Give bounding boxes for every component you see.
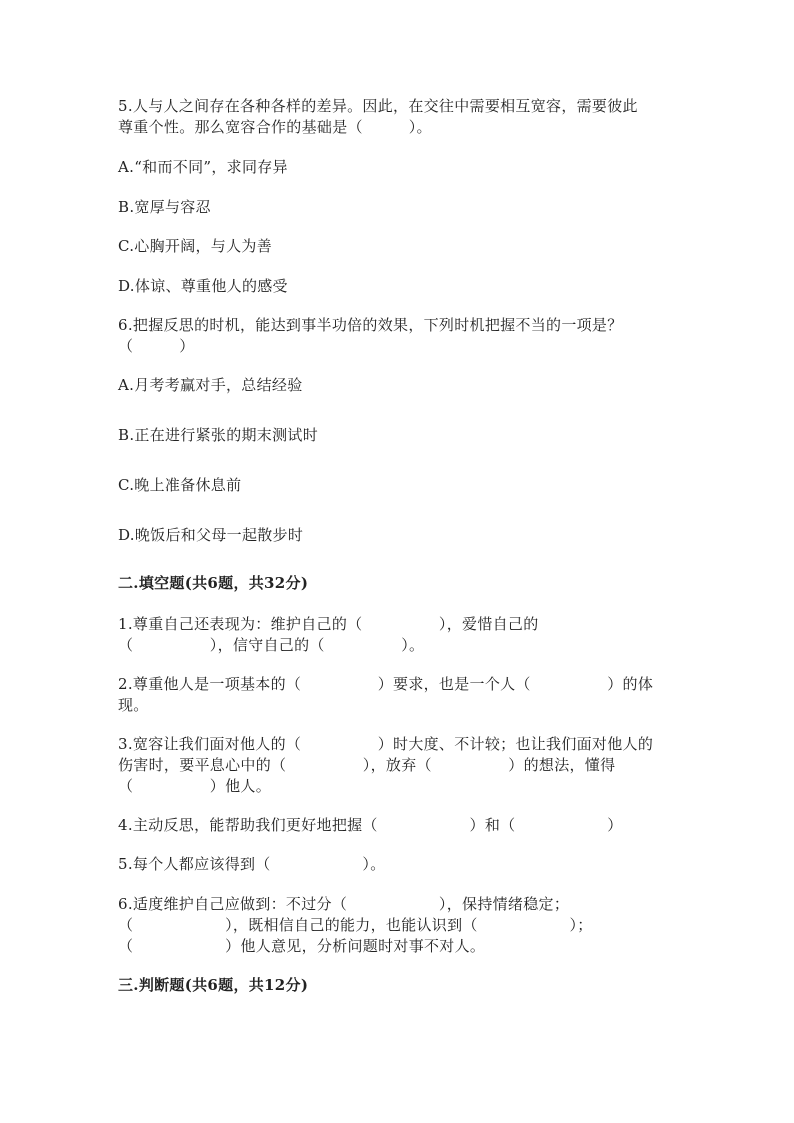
fill-item-1-line2: （ ），信守自己的（ ）。	[118, 636, 425, 654]
fill-item-1-line1: 1.尊重自己还表现为：维护自己的（ ），爱惜自己的	[118, 615, 539, 633]
fill-item-3-line3: （ ）他人。	[118, 777, 272, 795]
q5-stem-line2: 尊重个性。那么宽容合作的基础是（ ）。	[118, 118, 432, 136]
q5-option-c: C.心胸开阔，与人为善	[118, 237, 273, 255]
q6-stem-line2: （ ）	[118, 337, 195, 355]
fill-item-6-line3: （ ）他人意见，分析问题时对事不对人。	[118, 937, 486, 955]
q6-option-c: C.晚上准备休息前	[118, 476, 242, 494]
q5-option-a: A.“和而不同”，求同存异	[118, 158, 288, 176]
q6-option-d: D.晚饭后和父母一起散步时	[118, 526, 304, 544]
fill-item-5-line1: 5.每个人都应该得到（ ）。	[118, 855, 386, 873]
q5-option-d: D.体谅、尊重他人的感受	[118, 277, 288, 295]
q5-option-b: B.宽厚与容忍	[118, 198, 211, 216]
fill-item-2-line1: 2.尊重他人是一项基本的（ ）要求，也是一个人（ ）的体	[118, 675, 654, 693]
fill-item-6-line1: 6.适度维护自己应做到：不过分（ ），保持情绪稳定；	[118, 895, 570, 913]
fill-item-3-line1: 3.宽容让我们面对他人的（ ）时大度、不计较；也让我们面对他人的	[118, 735, 654, 753]
q5-stem-line1: 5.人与人之间存在各种各样的差异。因此，在交往中需要相互宽容，需要彼此	[118, 97, 638, 115]
q6-option-a: A.月考考赢对手，总结经验	[118, 376, 303, 394]
q6-stem-line1: 6.把握反思的时机，能达到事半功倍的效果，下列时机把握不当的一项是？	[118, 316, 623, 334]
fill-item-2-line2: 现。	[118, 696, 149, 714]
q6-option-b: B.正在进行紧张的期末测试时	[118, 426, 318, 444]
fill-item-4-line1: 4.主动反思，能帮助我们更好地把握（ ）和（ ）	[118, 816, 623, 834]
fill-item-6-line2: （ ），既相信自己的能力，也能认识到（ ）；	[118, 916, 593, 934]
fill-item-3-line2: 伤害时，要平息心中的（ ），放弃（ ）的想法，懂得	[118, 756, 616, 774]
section3-heading: 三.判断题(共6题，共12分)	[118, 976, 309, 994]
section2-heading: 二.填空题(共6题，共32分)	[118, 574, 309, 592]
